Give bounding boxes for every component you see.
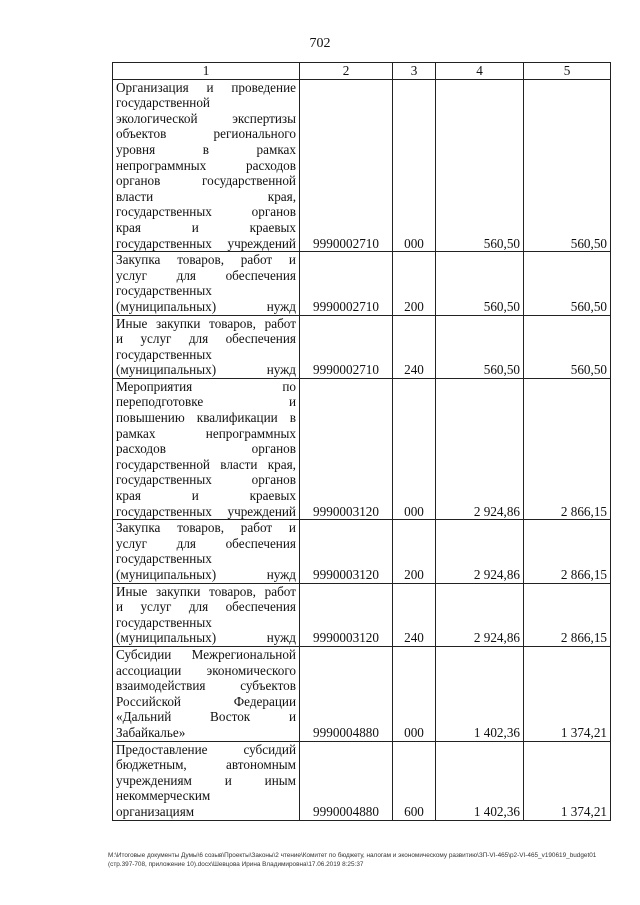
row-code-cell: 9990004880 xyxy=(300,741,393,820)
row-type-cell: 000 xyxy=(393,378,436,519)
row-type-cell: 000 xyxy=(393,79,436,252)
row-name-line: непрограммных расходов xyxy=(116,157,296,173)
row-name-line: организациям xyxy=(116,803,195,819)
row-value2-cell: 560,50 xyxy=(524,315,611,378)
row-name-line: «Дальний Восток и xyxy=(116,709,296,725)
table-row xyxy=(113,520,611,583)
row-name-line: Мероприятия по xyxy=(116,378,296,394)
row-type-cell: 600 xyxy=(393,741,436,820)
row-value1-cell: 2 924,86 xyxy=(436,520,524,583)
table-row xyxy=(113,79,611,252)
row-name-cell xyxy=(113,583,300,646)
row-value1-cell: 1 402,36 xyxy=(436,646,524,741)
row-code-cell: 9990002710 xyxy=(300,79,393,252)
row-name-line: взаимодействия субъектов xyxy=(116,678,296,694)
row-name-line: переподготовке и xyxy=(116,394,296,410)
table-row xyxy=(113,378,611,519)
row-name-line: государственной власти края, xyxy=(116,456,296,472)
row-name-cell xyxy=(113,646,300,741)
row-type-cell: 240 xyxy=(393,583,436,646)
row-name-line: Иные закупки товаров, работ xyxy=(116,315,296,331)
row-name-line: Закупка товаров, работ и xyxy=(116,520,296,536)
row-value2-cell: 1 374,21 xyxy=(524,646,611,741)
row-name-line: бюджетным, автономным xyxy=(116,757,296,773)
row-name-line: и услуг для обеспечения xyxy=(116,599,296,615)
row-type-cell: 240 xyxy=(393,315,436,378)
table-row xyxy=(113,741,611,820)
row-name-cell xyxy=(113,252,300,315)
row-name-line: (муниципальных) нужд xyxy=(116,362,296,378)
header-cell-2: 2 xyxy=(300,63,393,80)
row-name-line: рамках непрограммных xyxy=(116,425,296,441)
header-cell-3: 3 xyxy=(393,63,436,80)
row-code-cell: 9990002710 xyxy=(300,252,393,315)
row-name-line: государственных учреждений xyxy=(116,503,296,519)
row-name-line: государственной xyxy=(116,95,210,111)
row-name-line: государственных xyxy=(116,614,212,630)
page-number: 702 xyxy=(309,36,331,51)
row-name-line: услуг для обеспечения xyxy=(116,267,296,283)
table-body xyxy=(113,79,611,820)
row-value2-cell: 2 866,15 xyxy=(524,378,611,519)
row-value1-cell: 1 402,36 xyxy=(436,741,524,820)
header-row xyxy=(113,63,611,80)
row-value2-cell: 2 866,15 xyxy=(524,583,611,646)
row-name-line: государственных учреждений xyxy=(116,235,296,251)
row-value2-cell: 1 374,21 xyxy=(524,741,611,820)
row-name-cell xyxy=(113,741,300,820)
row-name-line: (муниципальных) нужд xyxy=(116,298,296,314)
row-name-cell xyxy=(113,520,300,583)
header-cell-4: 4 xyxy=(436,63,524,80)
row-name-line: края и краевых xyxy=(116,488,296,504)
table-row xyxy=(113,252,611,315)
row-name-line: Субсидии Межрегиональной xyxy=(116,646,296,662)
row-type-cell: 200 xyxy=(393,252,436,315)
row-name-line: экологической экспертизы xyxy=(116,110,296,126)
row-name-line: (муниципальных) нужд xyxy=(116,630,296,646)
header-cell-5: 5 xyxy=(524,63,611,80)
row-name-line: власти края, xyxy=(116,188,296,204)
row-value1-cell: 560,50 xyxy=(436,315,524,378)
row-value2-cell: 560,50 xyxy=(524,252,611,315)
row-code-cell: 9990003120 xyxy=(300,520,393,583)
row-type-cell: 000 xyxy=(393,646,436,741)
row-name-line: Российской Федерации xyxy=(116,693,296,709)
table-row xyxy=(113,646,611,741)
row-code-cell: 9990003120 xyxy=(300,583,393,646)
table-row xyxy=(113,583,611,646)
row-code-cell: 9990002710 xyxy=(300,315,393,378)
row-name-line: Иные закупки товаров, работ xyxy=(116,583,296,599)
row-name-line: (муниципальных) нужд xyxy=(116,567,296,582)
row-type-cell: 200 xyxy=(393,520,436,583)
row-name-line: государственных xyxy=(116,551,212,567)
row-value1-cell: 2 924,86 xyxy=(436,378,524,519)
header-cell-1: 1 xyxy=(113,63,300,80)
row-name-line: Предоставление субсидий xyxy=(116,741,296,757)
row-code-cell: 9990003120 xyxy=(300,378,393,519)
row-name-line: государственных органов xyxy=(116,472,296,488)
row-name-line: учреждениям и иным xyxy=(116,772,296,788)
row-name-line: ассоциации экономического xyxy=(116,662,296,678)
row-name-line: государственных органов xyxy=(116,204,296,220)
row-name-line: расходов органов xyxy=(116,441,296,457)
row-name-line: Организация и проведение xyxy=(116,79,296,95)
row-name-line: и услуг для обеспечения xyxy=(116,331,296,347)
row-name-line: Забайкалье» xyxy=(116,724,186,740)
document-path-footer: М:\Итоговые документы Думы\6 созыв\Проекты\Законы\2 чтение\Комитет по бюджету, налогам и экономическому развитию\ЗП-VI-465\р2-VI-465_v190619_budget01 (стр.397-708, приложение 10).docx\Шевцова Ирина Владимировна\17.06.2019 8:25:37 xyxy=(108,852,597,868)
budget-table xyxy=(112,62,611,821)
row-name-line: повышению квалификации в xyxy=(116,410,296,426)
row-value1-cell: 560,50 xyxy=(436,252,524,315)
row-value1-cell: 560,50 xyxy=(436,79,524,252)
row-name-line: объектов регионального xyxy=(116,126,296,142)
row-value1-cell: 2 924,86 xyxy=(436,583,524,646)
row-name-line: услуг для обеспечения xyxy=(116,535,296,551)
row-name-cell xyxy=(113,79,300,252)
row-name-line: государственных xyxy=(116,346,212,362)
table-row xyxy=(113,315,611,378)
row-value2-cell: 2 866,15 xyxy=(524,520,611,583)
row-name-line: государственных xyxy=(116,283,212,299)
row-name-line: края и краевых xyxy=(116,219,296,235)
row-code-cell: 9990004880 xyxy=(300,646,393,741)
row-name-line: уровня в рамках xyxy=(116,141,296,157)
row-value2-cell: 560,50 xyxy=(524,79,611,252)
row-name-cell xyxy=(113,378,300,519)
row-name-line: Закупка товаров, работ и xyxy=(116,252,296,268)
row-name-line: органов государственной xyxy=(116,173,296,189)
row-name-line: некоммерческим xyxy=(116,788,211,804)
row-name-cell xyxy=(113,315,300,378)
